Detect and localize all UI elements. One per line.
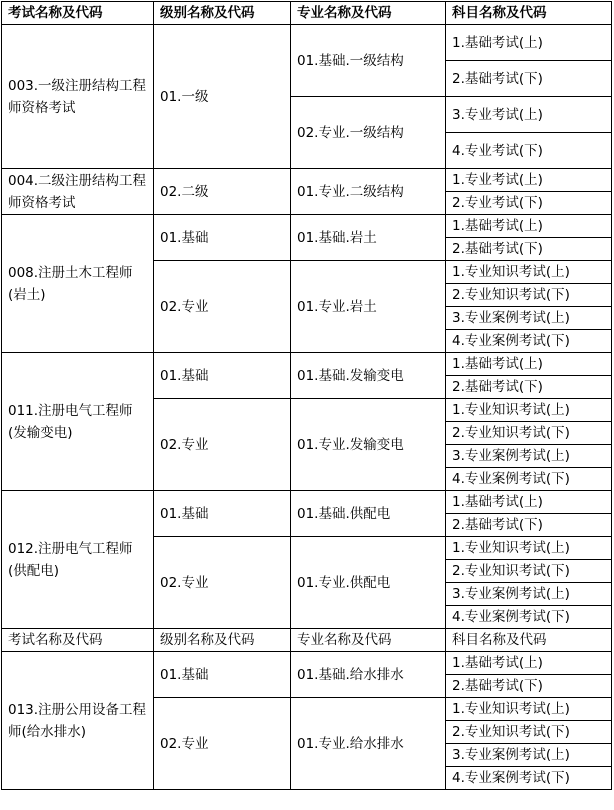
header-subject-name: 科目名称及代码 <box>446 629 612 652</box>
table-row <box>2 491 612 514</box>
level-cell: 02.专业 <box>154 698 291 790</box>
header-level-name: 级别名称及代码 <box>154 629 291 652</box>
exam-name-cell: 011.注册电气工程师(发输变电) <box>2 353 154 491</box>
subject-cell: 2.基础考试(下) <box>446 675 612 698</box>
subject-cell: 2.专业知识考试(下) <box>446 284 612 307</box>
table-header-row <box>2 2 612 25</box>
exam-name-cell: 004.二级注册结构工程师资格考试 <box>2 169 154 215</box>
header-level-name: 级别名称及代码 <box>154 2 291 25</box>
subject-cell: 2.基础考试(下) <box>446 514 612 537</box>
subject-cell: 1.专业知识考试(上) <box>446 399 612 422</box>
subject-cell: 1.基础考试(上) <box>446 215 612 238</box>
subject-cell: 1.基础考试(上) <box>446 25 612 61</box>
subject-cell: 3.专业案例考试(上) <box>446 583 612 606</box>
exam-name-cell: 003.一级注册结构工程师资格考试 <box>2 25 154 169</box>
level-cell: 01.一级 <box>154 25 291 169</box>
table-row <box>2 215 612 238</box>
major-cell: 01.基础.给水排水 <box>291 652 446 698</box>
subject-cell: 2.专业知识考试(下) <box>446 721 612 744</box>
subject-cell: 4.专业案例考试(下) <box>446 767 612 790</box>
major-cell: 01.专业.发输变电 <box>291 399 446 491</box>
major-cell: 01.基础.发输变电 <box>291 353 446 399</box>
subject-cell: 3.专业考试(上) <box>446 97 612 133</box>
table-row <box>2 25 612 61</box>
major-cell: 01.专业.岩土 <box>291 261 446 353</box>
header-major-name: 专业名称及代码 <box>291 2 446 25</box>
table-row <box>2 353 612 376</box>
header-exam-name: 考试名称及代码 <box>2 2 154 25</box>
subject-cell: 3.专业案例考试(上) <box>446 445 612 468</box>
subject-cell: 3.专业案例考试(上) <box>446 744 612 767</box>
subject-cell: 2.专业考试(下) <box>446 192 612 215</box>
exam-name-cell: 013.注册公用设备工程师(给水排水) <box>2 652 154 790</box>
level-cell: 02.二级 <box>154 169 291 215</box>
exam-name-cell: 008.注册土木工程师(岩土) <box>2 215 154 353</box>
major-cell: 01.基础.供配电 <box>291 491 446 537</box>
subject-cell: 2.专业知识考试(下) <box>446 560 612 583</box>
header-major-name: 专业名称及代码 <box>291 629 446 652</box>
exam-subject-table <box>1 1 612 790</box>
table-row <box>2 169 612 192</box>
level-cell: 02.专业 <box>154 399 291 491</box>
subject-cell: 1.专业知识考试(上) <box>446 537 612 560</box>
major-cell: 01.基础.岩土 <box>291 215 446 261</box>
subject-cell: 4.专业案例考试(下) <box>446 606 612 629</box>
subject-cell: 4.专业考试(下) <box>446 133 612 169</box>
subject-cell: 2.专业知识考试(下) <box>446 422 612 445</box>
level-cell: 02.专业 <box>154 537 291 629</box>
subject-cell: 1.专业知识考试(上) <box>446 698 612 721</box>
subject-cell: 1.基础考试(上) <box>446 491 612 514</box>
subject-cell: 1.基础考试(上) <box>446 652 612 675</box>
level-cell: 01.基础 <box>154 353 291 399</box>
subject-cell: 4.专业案例考试(下) <box>446 468 612 491</box>
header-exam-name: 考试名称及代码 <box>2 629 154 652</box>
subject-cell: 2.基础考试(下) <box>446 238 612 261</box>
subject-cell: 2.基础考试(下) <box>446 61 612 97</box>
subject-cell: 3.专业案例考试(上) <box>446 307 612 330</box>
level-cell: 02.专业 <box>154 261 291 353</box>
table-row <box>2 652 612 675</box>
major-cell: 01.专业.给水排水 <box>291 698 446 790</box>
subject-cell: 4.专业案例考试(下) <box>446 330 612 353</box>
major-cell: 01.专业.供配电 <box>291 537 446 629</box>
major-cell: 01.专业.二级结构 <box>291 169 446 215</box>
major-cell: 01.基础.一级结构 <box>291 25 446 97</box>
subject-cell: 1.专业知识考试(上) <box>446 261 612 284</box>
level-cell: 01.基础 <box>154 652 291 698</box>
header-subject-name: 科目名称及代码 <box>446 2 612 25</box>
exam-name-cell: 012.注册电气工程师(供配电) <box>2 491 154 629</box>
major-cell: 02.专业.一级结构 <box>291 97 446 169</box>
subject-cell: 1.专业考试(上) <box>446 169 612 192</box>
subject-cell: 2.基础考试(下) <box>446 376 612 399</box>
level-cell: 01.基础 <box>154 215 291 261</box>
table-header-row-repeat <box>2 629 612 652</box>
subject-cell: 1.基础考试(上) <box>446 353 612 376</box>
level-cell: 01.基础 <box>154 491 291 537</box>
